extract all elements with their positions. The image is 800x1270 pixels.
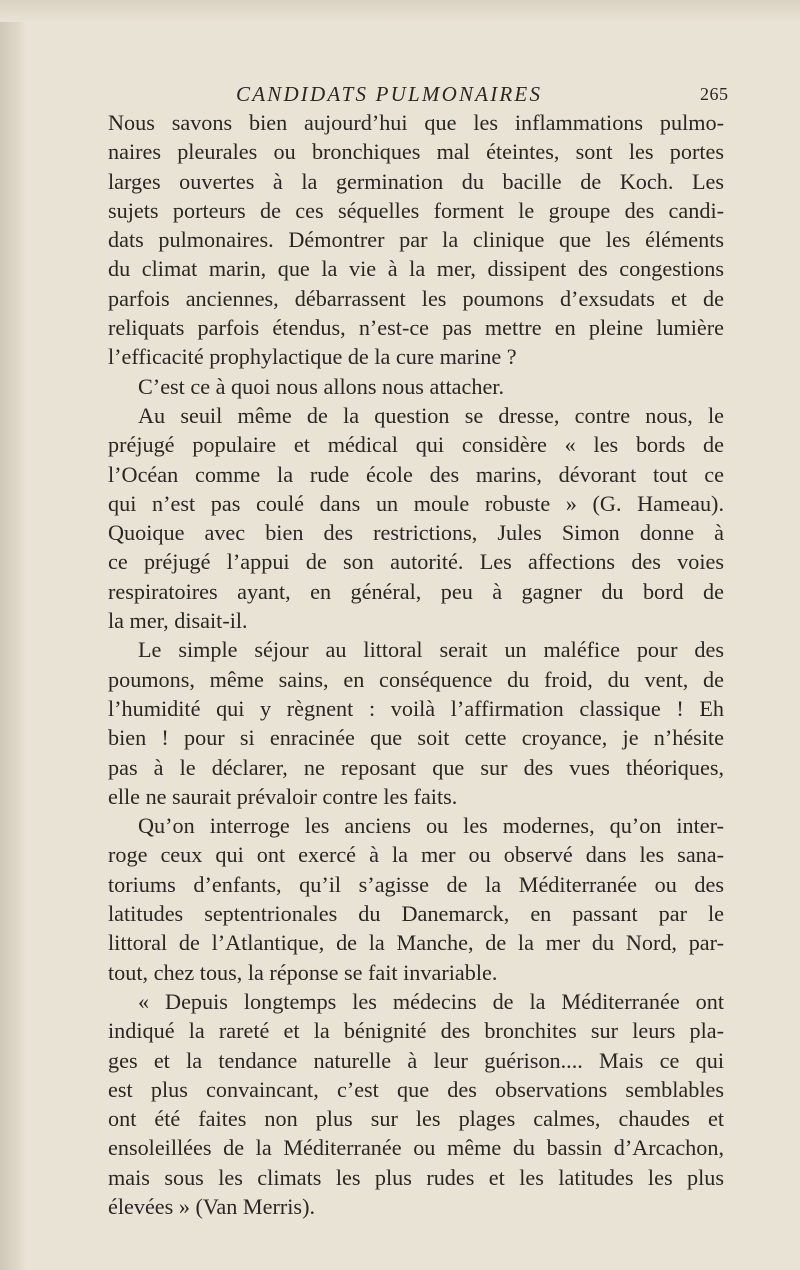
text-line: roge ceux qui ont exercé à la mer ou observé dans les sana- <box>108 842 724 868</box>
text-line: Qu’on interroge les anciens ou les modernes, qu’on inter- <box>138 813 724 839</box>
text-line: dats pulmonaires. Démontrer par la clinique que les éléments <box>108 227 724 253</box>
text-line: parfois anciennes, débarrassent les poumons d’exsudats et de <box>108 285 724 311</box>
text-line: elle ne saurait prévaloir contre les faits. <box>108 783 458 809</box>
text-line: littoral de l’Atlantique, de la Manche, de la mer du Nord, par- <box>108 930 724 956</box>
text-line: « Depuis longtemps les médecins de la Méditerranée ont <box>138 988 724 1014</box>
text-line: ensoleillées de la Méditerranée ou même du bassin d’Arcachon, <box>108 1135 724 1161</box>
text-line: respiratoires ayant, en général, peu à gagner du bord de <box>108 578 724 604</box>
text-line: C’est ce à quoi nous allons nous attacher. <box>138 373 505 399</box>
text-line: naires pleurales ou bronchiques mal éteintes, sont les portes <box>108 139 724 165</box>
text-line: du climat marin, que la vie à la mer, dissipent des congestions <box>108 256 724 282</box>
text-line: l’efficacité prophylactique de la cure marine ? <box>108 344 517 370</box>
text-line: ges et la tendance naturelle à leur guérison.... Mais ce qui <box>108 1047 724 1073</box>
text-line: Nous savons bien aujourd’hui que les inflammations pulmo- <box>108 110 724 135</box>
text-line: l’humidité qui y règnent : voilà l’affirmation classique ! Eh <box>108 695 724 721</box>
text-line: ont été faites non plus sur les plages calmes, chaudes et <box>108 1106 724 1132</box>
running-title: CANDIDATS PULMONAIRES <box>236 82 543 106</box>
text-line: mais sous les climats les plus rudes et les latitudes les plus <box>108 1164 724 1190</box>
text-line: Le simple séjour au littoral serait un maléfice pour des <box>138 637 724 663</box>
text-line: est plus convaincant, c’est que des observations semblables <box>108 1076 724 1102</box>
text-line: la mer, disait-il. <box>108 608 248 634</box>
body-text <box>108 108 724 1221</box>
page-edge-shadow <box>0 0 26 1270</box>
text-line: qui n’est pas coulé dans un moule robuste » (G. Hameau). <box>108 490 724 516</box>
text-line: larges ouvertes à la germination du bacille de Koch. Les <box>108 168 724 194</box>
text-line: élevées » (Van Merris). <box>108 1193 315 1219</box>
text-line: reliquats parfois étendus, n’est-ce pas mettre en pleine lumière <box>108 315 724 341</box>
page-number: 265 <box>700 84 729 104</box>
text-line: l’Océan comme la rude école des marins, dévorant tout ce <box>108 461 724 487</box>
text-line: latitudes septentrionales du Danemarck, en passant par le <box>108 901 724 927</box>
text-line: tout, chez tous, la réponse se fait invariable. <box>108 959 498 985</box>
text-line: sujets porteurs de ces séquelles forment le groupe des candi- <box>108 197 724 223</box>
page-top-shadow <box>0 0 800 22</box>
text-line: poumons, même sains, en conséquence du froid, du vent, de <box>108 666 724 692</box>
text-line: toriums d’enfants, qu’il s’agisse de la Méditerranée ou des <box>108 871 724 897</box>
text-line: ce préjugé l’appui de son autorité. Les affections des voies <box>108 549 724 575</box>
text-line: préjugé populaire et médical qui considère « les bords de <box>108 432 724 458</box>
text-line: pas à le déclarer, ne reposant que sur des vues théoriques, <box>108 754 724 780</box>
text-line: bien ! pour si enracinée que soit cette croyance, je n’hésite <box>108 725 724 751</box>
text-line: indiqué la rareté et la bénignité des bronchites sur leurs pla- <box>108 1018 724 1044</box>
text-line: Au seuil même de la question se dresse, contre nous, le <box>138 402 724 428</box>
text-line: Quoique avec bien des restrictions, Jules Simon donne à <box>108 520 724 546</box>
